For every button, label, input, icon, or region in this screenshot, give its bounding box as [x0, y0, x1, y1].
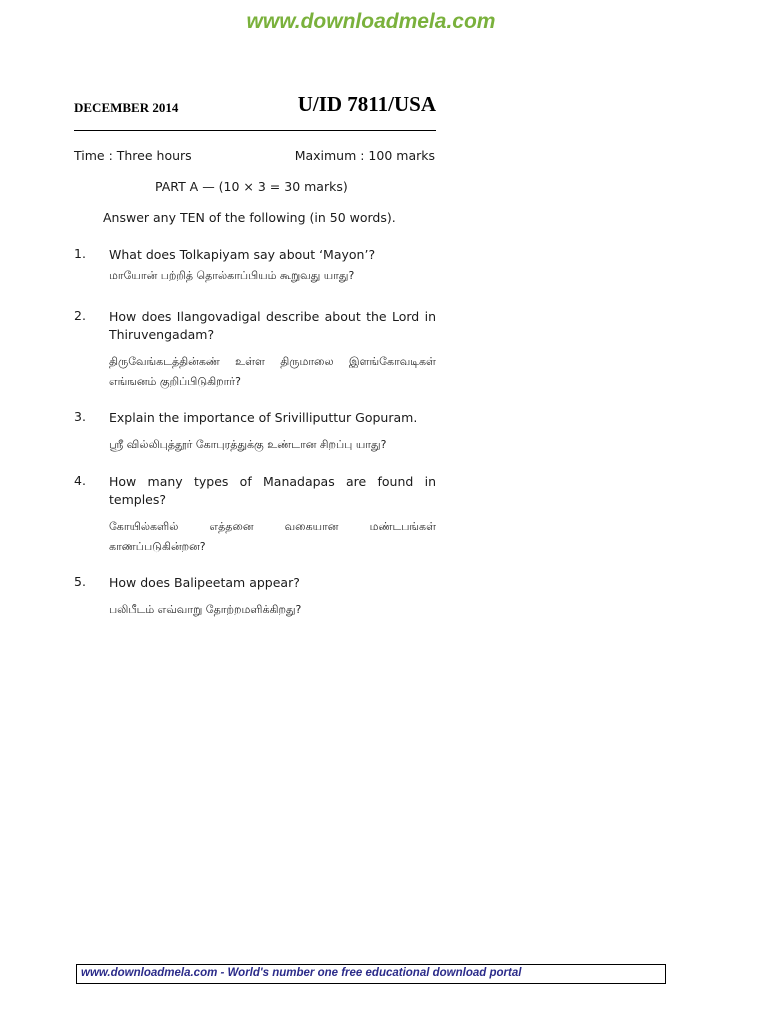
question-number: 3.	[74, 409, 86, 424]
exam-month: DECEMBER 2014	[74, 100, 179, 115]
exam-code: U/ID 7811/USA	[297, 92, 436, 116]
part-title: PART A — (10 × 3 = 30 marks)	[155, 179, 348, 194]
question-4	[74, 473, 436, 557]
question-number: 4.	[74, 473, 86, 488]
site-header-link[interactable]: www.downloadmela.com	[246, 10, 496, 33]
footer-link[interactable]: www.downloadmela.com - World's number one free educational download portal	[81, 967, 522, 979]
question-english: What does Tolkapiyam say about ‘Mayon’?	[109, 247, 376, 262]
exam-header	[74, 92, 436, 131]
footer-banner	[76, 964, 666, 984]
question-3	[74, 409, 436, 455]
question-english: How does Balipeetam appear?	[109, 575, 300, 590]
exam-time: Time : Three hours	[74, 148, 192, 163]
question-english: How many types of Manadapas are found in temples?	[109, 474, 436, 507]
question-5	[74, 574, 436, 620]
exam-max-marks: Maximum : 100 marks	[294, 148, 435, 163]
question-tamil: பலிபீடம் எவ்வாறு தோற்றமளிக்கிறது?	[109, 603, 302, 616]
question-tamil: கோயில்களில் எத்தனை வகையான மண்டபங்கள் காணப்படுகின்றன?	[109, 520, 436, 553]
question-english: Explain the importance of Srivilliputtur Gopuram.	[109, 410, 418, 425]
question-number: 5.	[74, 574, 86, 589]
question-number: 2.	[74, 308, 86, 323]
question-tamil: மாயோன் பற்றித் தொல்காப்பியம் கூறுவது யாது?	[109, 269, 355, 282]
question-english: How does Ilangovadigal describe about the Lord in Thiruvengadam?	[109, 309, 436, 342]
question-2	[74, 308, 436, 392]
question-tamil: ஸ்ரீ வில்லிபுத்தூர் கோபுரத்துக்கு உண்டான சிறப்பு யாது?	[109, 438, 387, 451]
question-1	[74, 246, 436, 286]
question-tamil: திருவேங்கடத்தின்கண் உள்ள திருமாலை இளங்கோவடிகள் எங்ஙனம் குறிப்பிடுகிறார்?	[109, 355, 436, 388]
instruction: Answer any TEN of the following (in 50 words).	[103, 210, 396, 225]
question-number: 1.	[74, 246, 86, 261]
